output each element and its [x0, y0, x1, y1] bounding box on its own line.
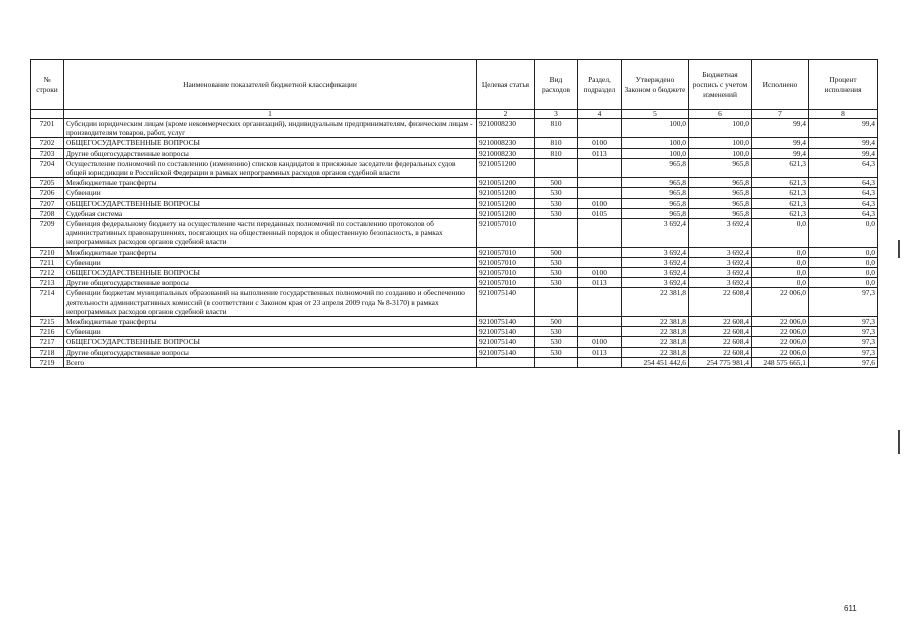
row-number-cell: 7219 — [31, 357, 64, 367]
target-article-cell: 9210057010 — [477, 247, 535, 257]
name-cell: Субвенции — [64, 327, 477, 337]
percent-cell: 0,0 — [809, 257, 878, 267]
percent-cell: 97,3 — [809, 327, 878, 337]
budget-list-cell: 100,0 — [689, 119, 752, 138]
section-cell: 0113 — [578, 148, 622, 158]
approved-cell: 965,8 — [622, 198, 689, 208]
header-target: Целевая статья — [477, 60, 535, 110]
name-cell: Субсидии юридическим лицам (кроме некоммерческих организаций), индивидуальным предпринимателям, физическим лицам - производителям товаров, работ, услуг — [64, 119, 477, 138]
row-number-cell: 7206 — [31, 188, 64, 198]
section-cell: 0100 — [578, 268, 622, 278]
target-article-cell — [477, 357, 535, 367]
budget-table — [30, 59, 878, 368]
header-row-no: № строки — [31, 60, 64, 110]
name-cell: Межбюджетные трансферты — [64, 247, 477, 257]
expense-kind-cell — [535, 158, 578, 177]
name-cell: Другие общегосударственные вопросы — [64, 278, 477, 288]
budget-list-cell: 965,8 — [689, 158, 752, 177]
expense-kind-cell — [535, 219, 578, 248]
executed-cell: 22 006,0 — [752, 288, 809, 317]
budget-list-cell: 100,0 — [689, 138, 752, 148]
column-number: 1 — [64, 110, 477, 119]
expense-kind-cell: 530 — [535, 278, 578, 288]
approved-cell: 965,8 — [622, 208, 689, 218]
executed-cell: 621,3 — [752, 158, 809, 177]
percent-cell: 0,0 — [809, 278, 878, 288]
percent-cell: 97,6 — [809, 357, 878, 367]
target-article-cell: 9210051200 — [477, 188, 535, 198]
row-number-cell: 7209 — [31, 219, 64, 248]
row-number-cell: 7218 — [31, 347, 64, 357]
target-article-cell: 9210075140 — [477, 327, 535, 337]
executed-cell: 621,3 — [752, 198, 809, 208]
executed-cell: 0,0 — [752, 278, 809, 288]
table-row — [31, 138, 878, 148]
section-cell — [578, 357, 622, 367]
budget-list-cell: 22 608,4 — [689, 337, 752, 347]
column-number: 8 — [809, 110, 878, 119]
expense-kind-cell — [535, 288, 578, 317]
row-number-cell: 7211 — [31, 257, 64, 267]
table-row — [31, 337, 878, 347]
executed-cell: 0,0 — [752, 247, 809, 257]
section-cell — [578, 158, 622, 177]
row-number-cell: 7207 — [31, 198, 64, 208]
percent-cell: 97,3 — [809, 288, 878, 317]
row-number-cell: 7217 — [31, 337, 64, 347]
target-article-cell: 9210057010 — [477, 219, 535, 248]
row-number-cell: 7204 — [31, 158, 64, 177]
row-number-cell: 7212 — [31, 268, 64, 278]
executed-cell: 22 006,0 — [752, 337, 809, 347]
row-number-cell: 7213 — [31, 278, 64, 288]
section-cell: 0113 — [578, 347, 622, 357]
header-section: Раздел, подраздел — [578, 60, 622, 110]
approved-cell: 254 451 442,6 — [622, 357, 689, 367]
section-cell: 0105 — [578, 208, 622, 218]
table-row — [31, 158, 878, 177]
header-approved: Утверждено Законом о бюджете — [622, 60, 689, 110]
executed-cell: 621,3 — [752, 188, 809, 198]
approved-cell: 3 692,4 — [622, 268, 689, 278]
name-cell: Судебная система — [64, 208, 477, 218]
row-number-cell: 7216 — [31, 327, 64, 337]
table-header-row — [31, 60, 878, 110]
table-row — [31, 148, 878, 158]
table-row — [31, 357, 878, 367]
page-number: 611 — [844, 604, 857, 613]
column-number: 7 — [752, 110, 809, 119]
executed-cell: 22 006,0 — [752, 317, 809, 327]
section-cell — [578, 288, 622, 317]
name-cell: Межбюджетные трансферты — [64, 317, 477, 327]
expense-kind-cell — [535, 357, 578, 367]
section-cell — [578, 317, 622, 327]
target-article-cell: 9210075140 — [477, 288, 535, 317]
name-cell: ОБЩЕГОСУДАРСТВЕННЫЕ ВОПРОСЫ — [64, 268, 477, 278]
name-cell: Другие общегосударственные вопросы — [64, 148, 477, 158]
table-row — [31, 347, 878, 357]
approved-cell: 3 692,4 — [622, 247, 689, 257]
percent-cell: 97,3 — [809, 347, 878, 357]
row-number-cell: 7203 — [31, 148, 64, 158]
scan-edge-mark — [898, 430, 900, 454]
budget-list-cell: 965,8 — [689, 178, 752, 188]
section-cell — [578, 327, 622, 337]
approved-cell: 965,8 — [622, 178, 689, 188]
approved-cell: 965,8 — [622, 188, 689, 198]
target-article-cell: 9210075140 — [477, 317, 535, 327]
header-name: Наименование показателей бюджетной классификации — [64, 60, 477, 110]
row-number-cell: 7214 — [31, 288, 64, 317]
executed-cell: 22 006,0 — [752, 327, 809, 337]
target-article-cell: 9210051200 — [477, 198, 535, 208]
budget-list-cell: 254 775 981,4 — [689, 357, 752, 367]
percent-cell: 97,3 — [809, 317, 878, 327]
approved-cell: 965,8 — [622, 158, 689, 177]
approved-cell: 3 692,4 — [622, 219, 689, 248]
budget-list-cell: 965,8 — [689, 188, 752, 198]
column-number: 2 — [477, 110, 535, 119]
approved-cell: 22 381,8 — [622, 317, 689, 327]
percent-cell: 0,0 — [809, 219, 878, 248]
budget-list-cell: 3 692,4 — [689, 247, 752, 257]
table-row — [31, 268, 878, 278]
budget-list-cell: 22 608,4 — [689, 327, 752, 337]
executed-cell: 99,4 — [752, 138, 809, 148]
name-cell: Субвенции — [64, 188, 477, 198]
row-number-cell: 7202 — [31, 138, 64, 148]
table-row — [31, 278, 878, 288]
executed-cell: 22 006,0 — [752, 347, 809, 357]
expense-kind-cell: 530 — [535, 327, 578, 337]
executed-cell: 248 575 665,1 — [752, 357, 809, 367]
budget-list-cell: 22 608,4 — [689, 317, 752, 327]
section-cell — [578, 178, 622, 188]
target-article-cell: 9210057010 — [477, 257, 535, 267]
percent-cell: 64,3 — [809, 208, 878, 218]
percent-cell: 0,0 — [809, 268, 878, 278]
table-row — [31, 188, 878, 198]
name-cell: ОБЩЕГОСУДАРСТВЕННЫЕ ВОПРОСЫ — [64, 138, 477, 148]
section-cell: 0100 — [578, 138, 622, 148]
row-number-cell: 7210 — [31, 247, 64, 257]
table-row — [31, 288, 878, 317]
header-executed: Исполнено — [752, 60, 809, 110]
target-article-cell: 9210057010 — [477, 268, 535, 278]
expense-kind-cell: 500 — [535, 247, 578, 257]
budget-list-cell: 965,8 — [689, 208, 752, 218]
target-article-cell: 9210008230 — [477, 119, 535, 138]
target-article-cell: 9210008230 — [477, 148, 535, 158]
name-cell: Осуществление полномочий по составлению (изменению) списков кандидатов в присяжные заседатели федеральных судов общей юрисдикции в Российской Федерации в рамках непрограммных расходов органов судебной власти — [64, 158, 477, 177]
expense-kind-cell: 530 — [535, 257, 578, 267]
header-budget-list: Бюджетная роспись с учетом изменений — [689, 60, 752, 110]
expense-kind-cell: 500 — [535, 178, 578, 188]
expense-kind-cell: 810 — [535, 148, 578, 158]
expense-kind-cell: 810 — [535, 138, 578, 148]
executed-cell: 99,4 — [752, 119, 809, 138]
target-article-cell: 9210075140 — [477, 337, 535, 347]
approved-cell: 100,0 — [622, 138, 689, 148]
table-row — [31, 257, 878, 267]
budget-list-cell: 22 608,4 — [689, 347, 752, 357]
table-row — [31, 208, 878, 218]
section-cell — [578, 257, 622, 267]
executed-cell: 621,3 — [752, 178, 809, 188]
approved-cell: 100,0 — [622, 148, 689, 158]
budget-list-cell: 3 692,4 — [689, 278, 752, 288]
table-row — [31, 247, 878, 257]
percent-cell: 64,3 — [809, 188, 878, 198]
expense-kind-cell: 530 — [535, 208, 578, 218]
percent-cell: 0,0 — [809, 247, 878, 257]
target-article-cell: 9210057010 — [477, 278, 535, 288]
executed-cell: 0,0 — [752, 257, 809, 267]
executed-cell: 0,0 — [752, 268, 809, 278]
expense-kind-cell: 500 — [535, 317, 578, 327]
expense-kind-cell: 530 — [535, 337, 578, 347]
executed-cell: 0,0 — [752, 219, 809, 248]
expense-kind-cell: 530 — [535, 188, 578, 198]
name-cell: Всего — [64, 357, 477, 367]
approved-cell: 22 381,8 — [622, 327, 689, 337]
section-cell — [578, 247, 622, 257]
name-cell: Субвенции — [64, 257, 477, 267]
header-kind: Вид расходов — [535, 60, 578, 110]
name-cell: Субвенции бюджетам муниципальных образований на выполнение государственных полномочий по созданию и обеспечению деятельности административных комиссий (в соответствии с Законом края от 23 апреля 2009 года № 8-3170) в рамках непрограммных расходов органов судебной власти — [64, 288, 477, 317]
table-row — [31, 327, 878, 337]
section-cell — [578, 119, 622, 138]
name-cell: Межбюджетные трансферты — [64, 178, 477, 188]
budget-list-cell: 100,0 — [689, 148, 752, 158]
target-article-cell: 9210051200 — [477, 178, 535, 188]
column-number: 3 — [535, 110, 578, 119]
budget-list-cell: 22 608,4 — [689, 288, 752, 317]
expense-kind-cell: 530 — [535, 347, 578, 357]
executed-cell: 99,4 — [752, 148, 809, 158]
approved-cell: 3 692,4 — [622, 278, 689, 288]
approved-cell: 22 381,8 — [622, 288, 689, 317]
name-cell: ОБЩЕГОСУДАРСТВЕННЫЕ ВОПРОСЫ — [64, 198, 477, 208]
table-row — [31, 119, 878, 138]
column-number-row — [31, 110, 878, 119]
name-cell: Субвенция федеральному бюджету на осуществление части переданных полномочий по составлению протоколов об административных правонарушениях, посягающих на общественный порядок и общественную безопасность, в рамках непрограммных расходов органов судебной власти — [64, 219, 477, 248]
header-percent: Процент исполнения — [809, 60, 878, 110]
section-cell — [578, 188, 622, 198]
target-article-cell: 9210051200 — [477, 158, 535, 177]
name-cell: ОБЩЕГОСУДАРСТВЕННЫЕ ВОПРОСЫ — [64, 337, 477, 347]
approved-cell: 22 381,8 — [622, 337, 689, 347]
column-number: 5 — [622, 110, 689, 119]
section-cell: 0113 — [578, 278, 622, 288]
scan-edge-mark — [898, 240, 900, 258]
percent-cell: 99,4 — [809, 138, 878, 148]
percent-cell: 99,4 — [809, 148, 878, 158]
column-number: 4 — [578, 110, 622, 119]
section-cell — [578, 219, 622, 248]
target-article-cell: 9210008230 — [477, 138, 535, 148]
row-number-cell: 7205 — [31, 178, 64, 188]
table-row — [31, 219, 878, 248]
percent-cell: 64,3 — [809, 198, 878, 208]
approved-cell: 22 381,8 — [622, 347, 689, 357]
table-row — [31, 178, 878, 188]
percent-cell: 64,3 — [809, 158, 878, 177]
budget-list-cell: 965,8 — [689, 198, 752, 208]
expense-kind-cell: 530 — [535, 198, 578, 208]
row-number-cell: 7208 — [31, 208, 64, 218]
table-row — [31, 317, 878, 327]
expense-kind-cell: 810 — [535, 119, 578, 138]
column-number — [31, 110, 64, 119]
percent-cell: 64,3 — [809, 178, 878, 188]
budget-list-cell: 3 692,4 — [689, 219, 752, 248]
target-article-cell: 9210075140 — [477, 347, 535, 357]
budget-list-cell: 3 692,4 — [689, 268, 752, 278]
percent-cell: 97,3 — [809, 337, 878, 347]
row-number-cell: 7201 — [31, 119, 64, 138]
expense-kind-cell: 530 — [535, 268, 578, 278]
name-cell: Другие общегосударственные вопросы — [64, 347, 477, 357]
table-body — [31, 119, 878, 368]
approved-cell: 100,0 — [622, 119, 689, 138]
percent-cell: 99,4 — [809, 119, 878, 138]
target-article-cell: 9210051200 — [477, 208, 535, 218]
section-cell: 0100 — [578, 337, 622, 347]
approved-cell: 3 692,4 — [622, 257, 689, 267]
section-cell: 0100 — [578, 198, 622, 208]
row-number-cell: 7215 — [31, 317, 64, 327]
budget-list-cell: 3 692,4 — [689, 257, 752, 267]
column-number: 6 — [689, 110, 752, 119]
executed-cell: 621,3 — [752, 208, 809, 218]
table-row — [31, 198, 878, 208]
